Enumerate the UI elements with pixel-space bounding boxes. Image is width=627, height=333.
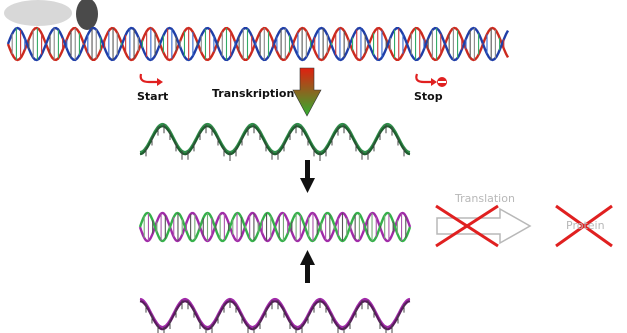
start-label: Start — [137, 90, 169, 103]
helix-strand — [140, 126, 410, 154]
helix-strand — [140, 124, 410, 152]
antisense-rna-helix — [140, 299, 410, 333]
polymerase-dark-blob — [76, 0, 98, 30]
stop-terminator-icon — [416, 74, 447, 87]
up-arrow — [300, 250, 315, 283]
protein-label: Protein — [566, 219, 605, 232]
double-stranded-rna-helix — [140, 213, 410, 241]
helix-strand — [140, 301, 410, 329]
down-arrow — [300, 160, 315, 193]
rna-polymerase-icon — [4, 0, 98, 30]
stop-label: Stop — [414, 90, 443, 103]
translation-label: Translation — [455, 192, 515, 205]
transcription-arrow — [293, 68, 321, 116]
transcription-label: Transkription — [212, 87, 295, 100]
helix-strand — [8, 28, 508, 60]
dna-double-helix — [8, 28, 508, 60]
polymerase-light-blob — [4, 0, 72, 26]
mrna-helix — [140, 124, 410, 161]
start-promoter-arrow-icon — [141, 74, 163, 86]
